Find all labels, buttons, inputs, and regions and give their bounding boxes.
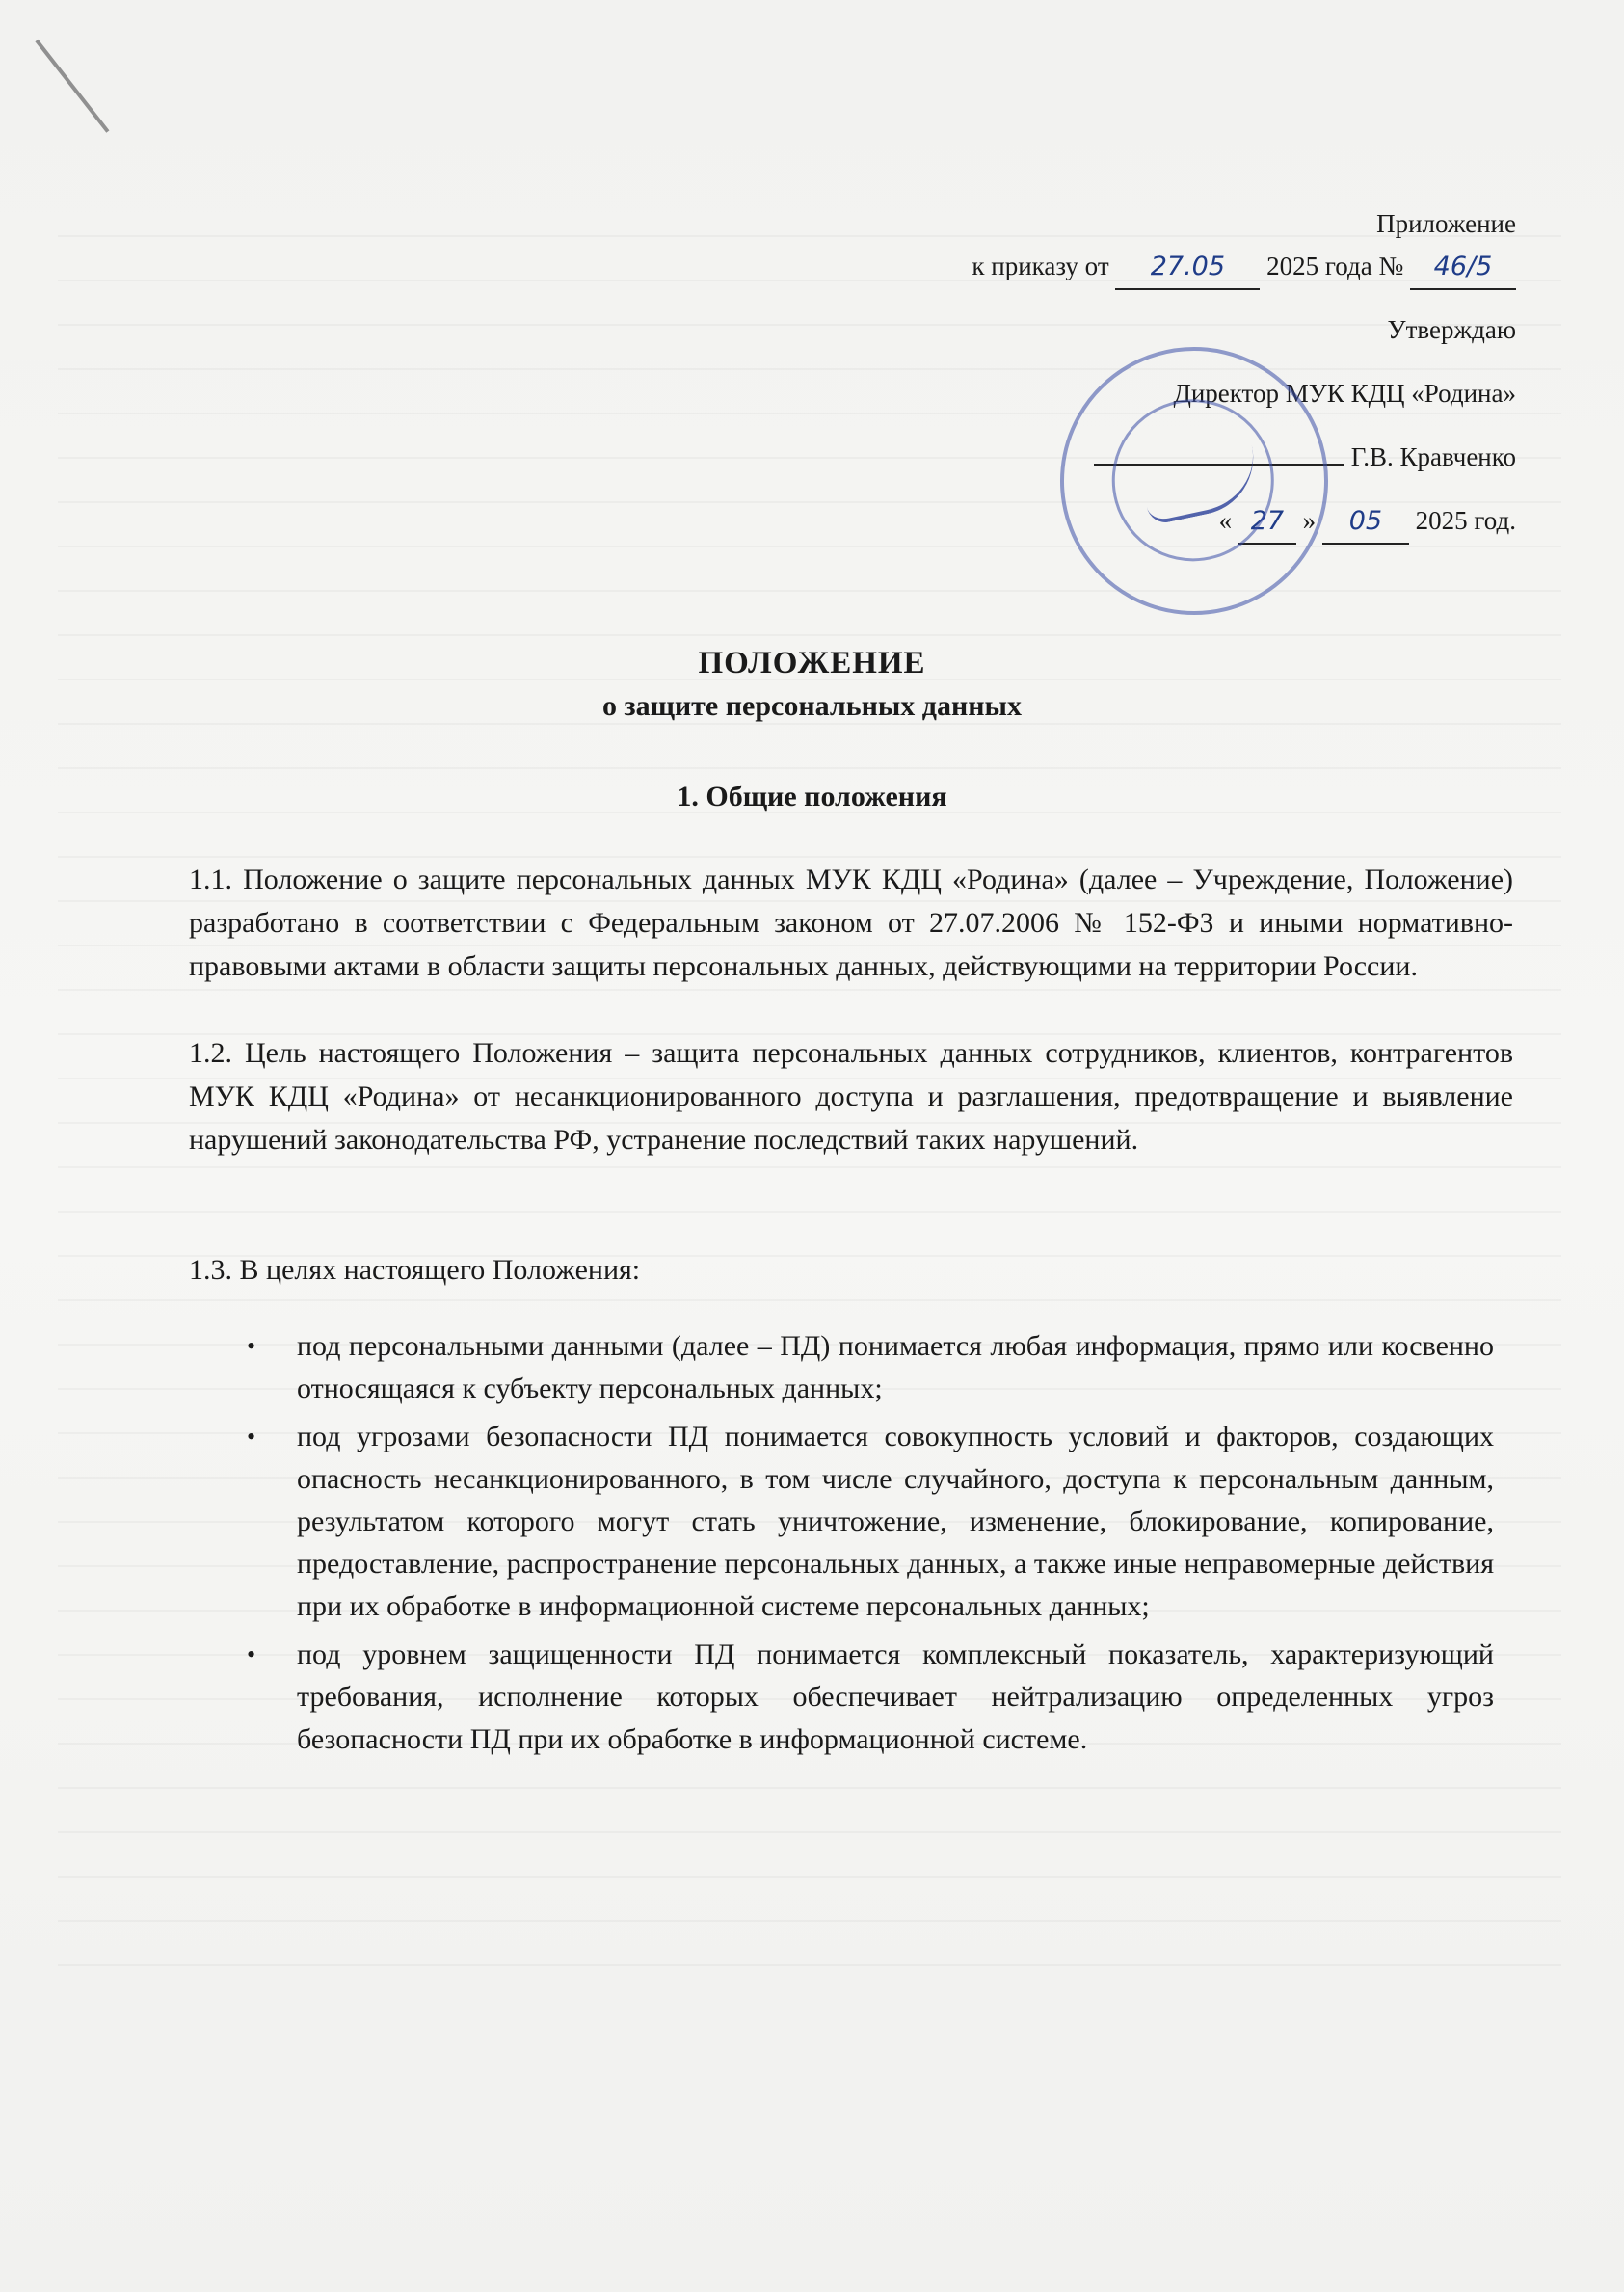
approve-month: 05: [1322, 500, 1409, 545]
order-prefix: к приказу от: [972, 252, 1109, 280]
definitions-list: [247, 1325, 1494, 1767]
order-year: 2025 года №: [1266, 252, 1404, 280]
order-line: [972, 245, 1516, 287]
order-date: 27.05: [1115, 246, 1260, 290]
paragraph-1-2: 1.2. Цель настоящего Положения – защита персональных данных сотрудников, клиентов, контрагентов МУК КДЦ «Родина» от несанкционированного доступа и разглашения, предотвращение и выявление нарушений законодательства РФ, устранение последствий таких нарушений.: [189, 1037, 1513, 1156]
approve-day: 27: [1238, 500, 1296, 545]
list-item: • под персональными данными (далее – ПД) понимается любая информация, прямо или косвенно относящаяся к субъекту персональных данных;: [247, 1325, 1494, 1410]
approve-label: Утверждаю: [1387, 315, 1516, 344]
approve-year: 2025 год.: [1415, 506, 1516, 535]
scan-scratch: [35, 40, 109, 133]
list-item: • под угрозами безопасности ПД понимается совокупность условий и факторов, создающих опасность несанкционированного, в том числе случайного, доступа к персональным данным, результатом которого могут стать уничтожение, изменение, блокирование, копирование, предоставление, распространение персональных данных, а также иные неправомерные действия при их обработке в информационной системе персональных данных;: [247, 1416, 1494, 1628]
document-title: ПОЛОЖЕНИЕ: [698, 646, 926, 680]
document-subtitle: о защите персональных данных: [602, 690, 1022, 722]
order-number: 46/5: [1410, 246, 1516, 290]
quote-close: »: [1302, 506, 1317, 535]
list-item: • под уровнем защищенности ПД понимается комплексный показатель, характеризующий требования, исполнение которых обеспечивает нейтрализацию определенных угроз безопасности ПД при их обработке в информационной системе.: [247, 1634, 1494, 1761]
director-title: Директор МУК КДЦ «Родина»: [1173, 379, 1516, 408]
appendix-label: Приложение: [1376, 209, 1516, 238]
section-heading: 1. Общие положения: [677, 781, 947, 813]
paragraph-1-3: 1.3. В целях настоящего Положения:: [189, 1254, 641, 1286]
director-name: Г.В. Кравченко: [1350, 442, 1516, 471]
quote-open: «: [1218, 506, 1233, 535]
paragraph-1-1: 1.1. Положение о защите персональных данных МУК КДЦ «Родина» (далее – Учреждение, Положение) разработано в соответствии с Федеральным законом от 27.07.2006 № 152-ФЗ и иными нормативно-правовыми актами в области защиты персональных данных, действующими на территории России.: [189, 864, 1513, 982]
